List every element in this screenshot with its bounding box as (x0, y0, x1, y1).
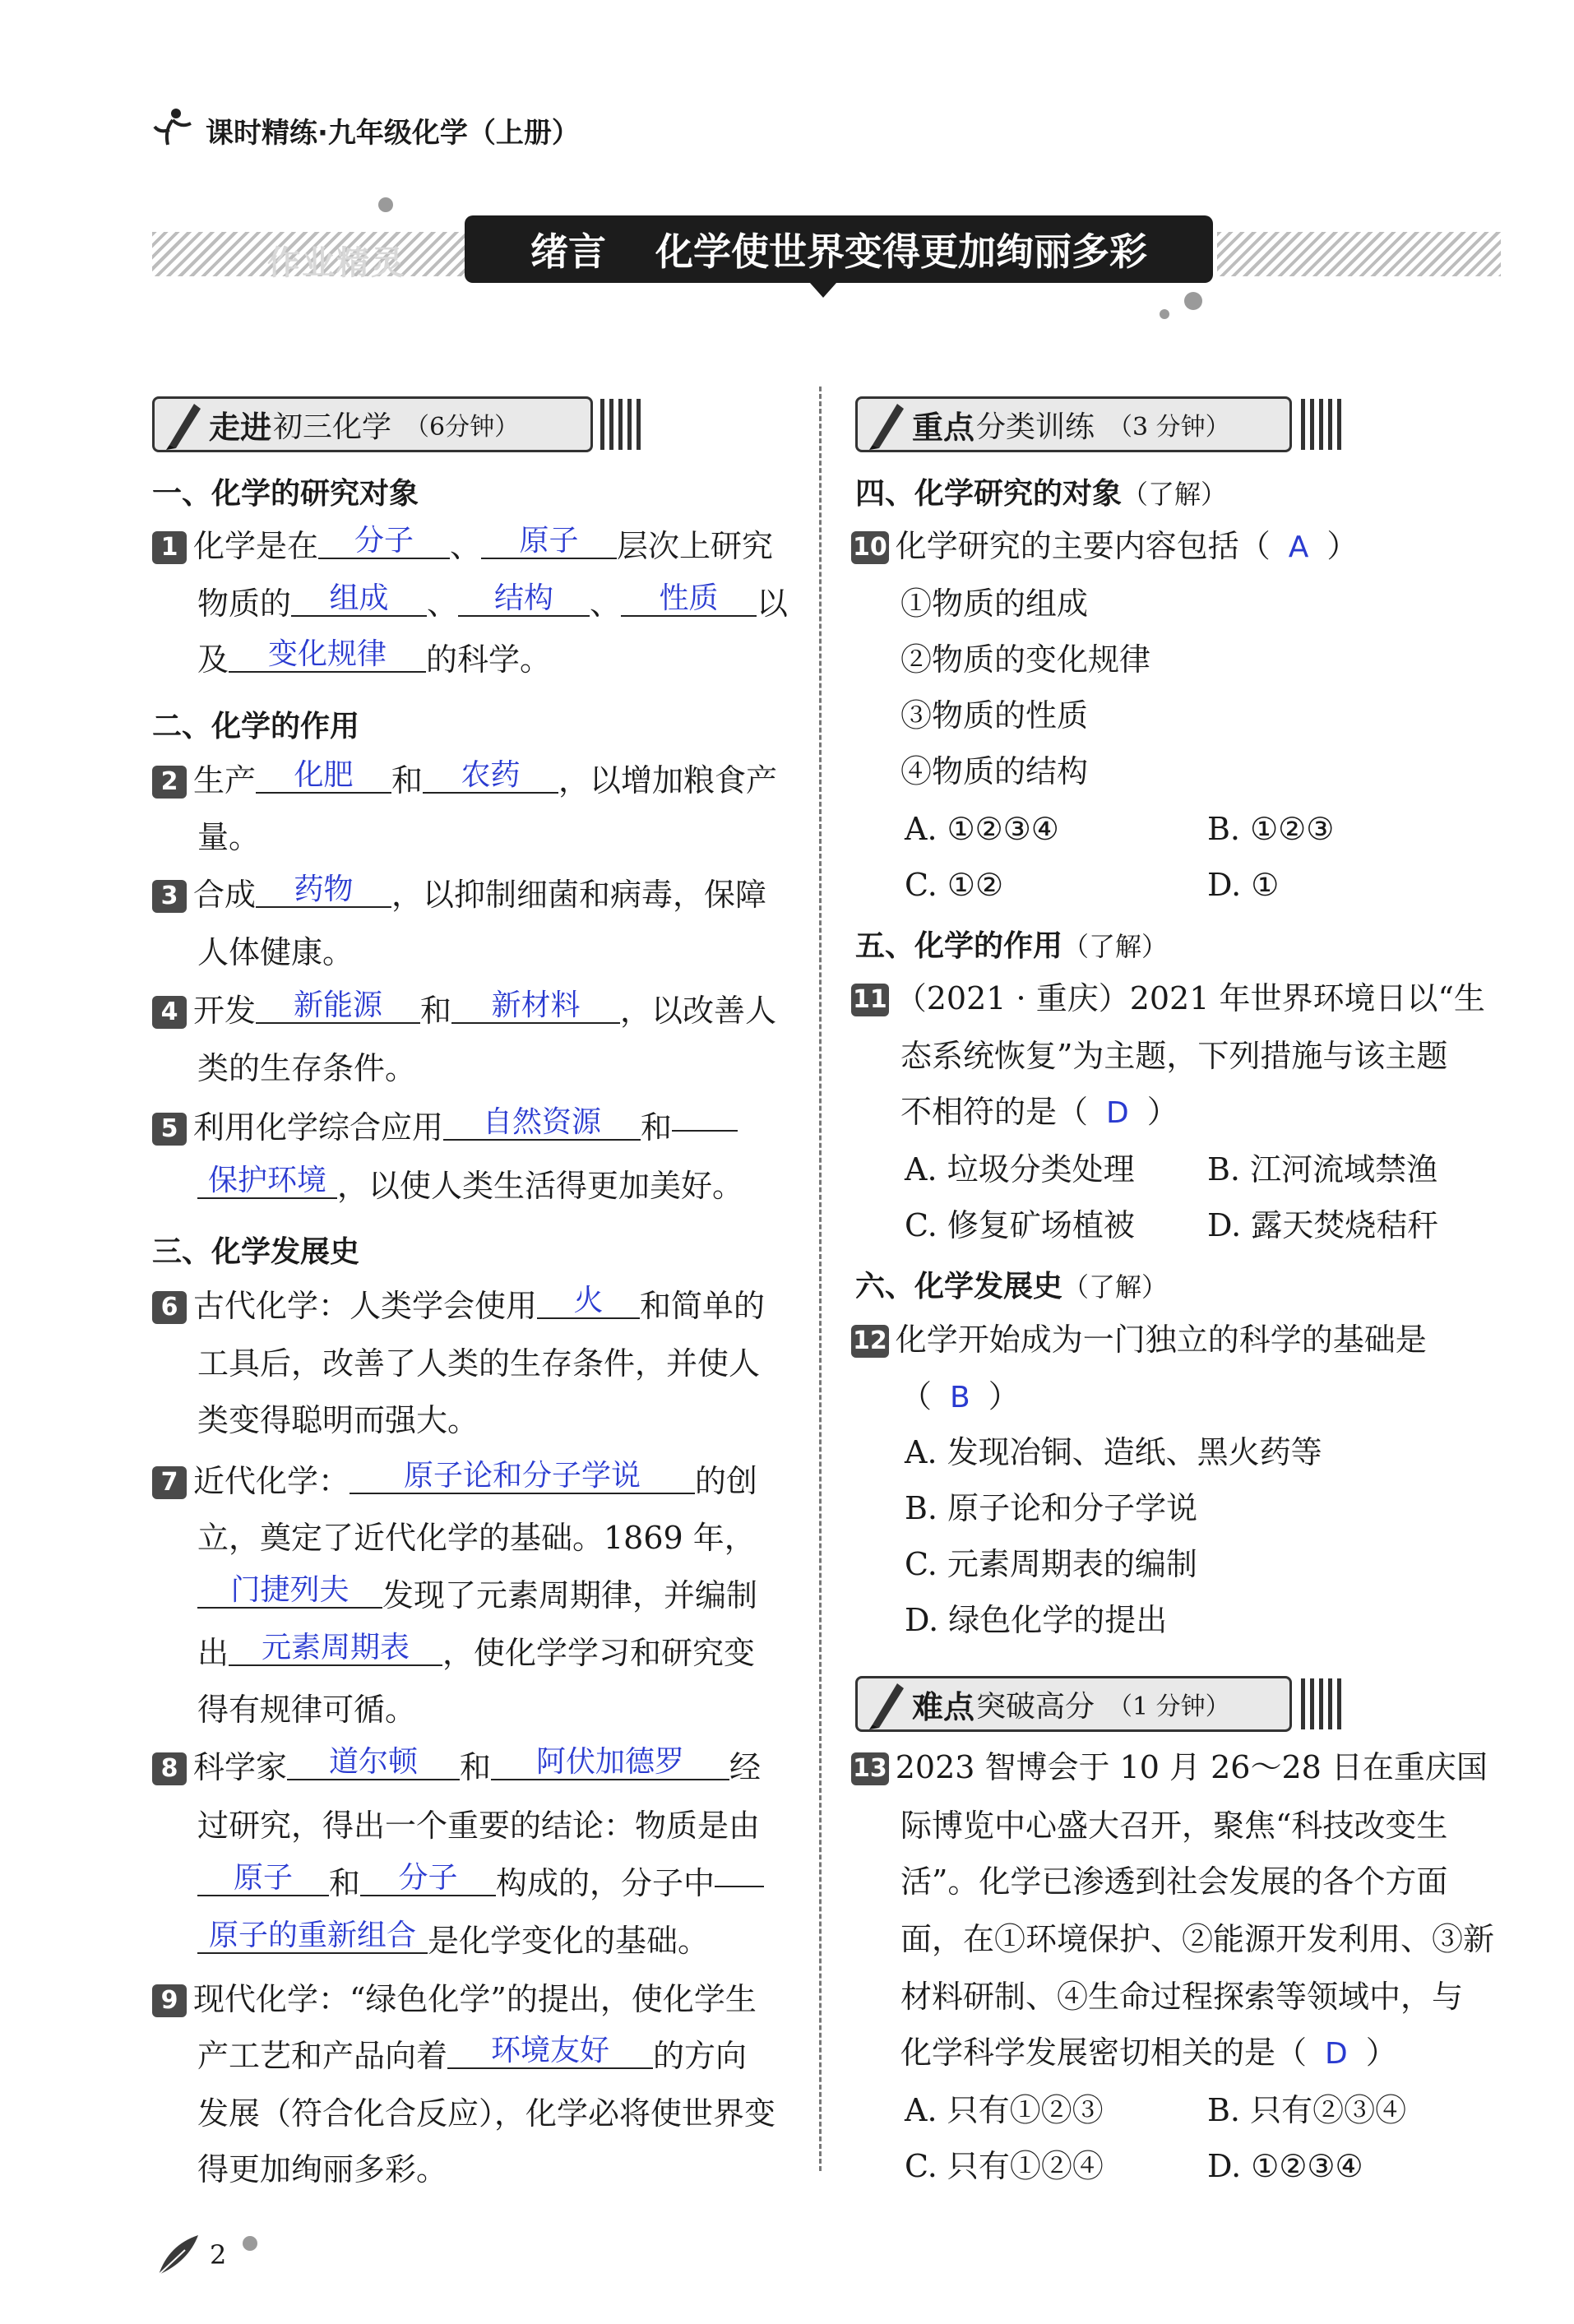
q12-option-a[interactable]: A. 发现冶铜、造纸、黑火药等 (905, 1434, 1322, 1470)
section-time: （3 分钟） (1108, 413, 1230, 442)
q7-line4 (197, 1633, 755, 1673)
column-divider (819, 387, 822, 2171)
q8-line3 (197, 1863, 764, 1903)
q8-blank-5[interactable]: 原子的重新组合 (197, 1919, 428, 1954)
q4-text-c: 和 (420, 993, 452, 1029)
q9-line1 (152, 1979, 757, 2019)
section-bars (1301, 1678, 1344, 1729)
q13-answer[interactable]: D (1325, 2037, 1348, 2071)
q8-number: 8 (152, 1752, 187, 1785)
q11-line3 (900, 1092, 1178, 1133)
chapter-title-part2: 化学使世界变得更加绚丽多彩 (655, 229, 1147, 274)
q6-number: 6 (152, 1291, 187, 1324)
banner-hatch-right (1217, 232, 1501, 276)
series-title: 课时精练·九年级化学（上册） (206, 116, 580, 150)
leaf-icon (152, 2229, 205, 2281)
section-rest: 突破高分 (976, 1689, 1095, 1724)
q12-option-b[interactable]: B. 原子论和分子学说 (905, 1490, 1198, 1526)
q8-blank-4[interactable]: 分子 (360, 1862, 496, 1896)
q13-line2: 际博览中心盛大召开，聚焦“科技改变生 (900, 1808, 1448, 1844)
q1-line1 (152, 526, 773, 566)
q5-text-c: 和 (641, 1109, 673, 1146)
q12-open: （ (900, 1378, 933, 1414)
heading-role-2 (855, 923, 1168, 965)
q10-close: ） (1326, 528, 1359, 564)
q10-option-d[interactable]: D. ① (1207, 867, 1280, 903)
q13-option-c[interactable]: C. 只有①②④ (905, 2148, 1104, 2184)
q1-sep: 、 (427, 586, 459, 622)
q7-blank-2[interactable]: 门捷列夫 (197, 1574, 382, 1609)
q2-number: 2 (152, 766, 187, 799)
chapter-title (465, 215, 1213, 283)
q13-text-6: 化学科学发展密切相关的是（ (900, 2035, 1308, 2071)
q11-number: 11 (851, 984, 889, 1016)
q10-item-3: ③物质的性质 (900, 697, 1089, 734)
q1-blank-5[interactable]: 性质 (621, 582, 757, 617)
q6-text-a: 古代化学：人类学会使用 (193, 1288, 538, 1324)
q11-answer[interactable]: D (1106, 1096, 1129, 1130)
q8-text-d: 经 (729, 1749, 762, 1785)
q8-blank-1[interactable]: 道尔顿 (287, 1746, 460, 1780)
decor-dot (243, 2236, 257, 2251)
q1-blank-4[interactable]: 结构 (458, 582, 590, 617)
q4-blank-2[interactable]: 新材料 (451, 989, 620, 1024)
decor-dot (378, 197, 393, 212)
q7-text-g: ，使化学学习和研究变 (442, 1635, 756, 1671)
page-number: 2 (210, 2239, 227, 2271)
heading-note: （了解） (1062, 931, 1169, 962)
q11-line2: 态系统恢复”为主题，下列措施与该主题 (900, 1038, 1448, 1074)
heading-note: （了解） (1122, 479, 1228, 510)
q2-text-c: 和 (391, 762, 424, 799)
q13-close: ） (1365, 2035, 1397, 2071)
q10-item-1: ①物质的组成 (900, 586, 1089, 622)
q8-line4 (197, 1921, 709, 1961)
q5-text-d: ，以使人类生活得更加美好。 (337, 1168, 744, 1204)
q6-blank-1[interactable]: 火 (537, 1285, 640, 1319)
page-header (148, 105, 580, 155)
q8-text-a: 科学家 (193, 1749, 288, 1785)
q10-line1 (851, 526, 1358, 567)
section-rest: 初三化学 (273, 410, 392, 444)
q9-line2 (197, 2036, 747, 2076)
q12-answer[interactable]: B (950, 1381, 970, 1414)
q11-option-c[interactable]: C. 修复矿场植被 (905, 1207, 1135, 1243)
section-header-difficult (855, 1676, 1292, 1732)
q12-line1 (851, 1320, 1427, 1359)
heading-label: 六、化学发展史 (855, 1270, 1063, 1303)
q1-line3 (197, 637, 552, 679)
pen-icon (858, 399, 912, 450)
heading-history: 三、化学发展史 (152, 1235, 360, 1269)
q10-item-4: ④物质的结构 (900, 753, 1089, 789)
q1-number: 1 (152, 531, 187, 564)
q11-text-1: （2021 · 重庆）2021 年世界环境日以“生 (895, 980, 1485, 1016)
q2-text-d: ，以增加粮食产 (558, 762, 778, 799)
q11-option-d[interactable]: D. 露天焚烧秸秆 (1207, 1207, 1439, 1243)
heading-note: （了解） (1062, 1271, 1169, 1303)
q7-line3 (197, 1573, 758, 1615)
q6-text-c: 和简单的 (640, 1288, 766, 1324)
section-header-key-points (855, 396, 1292, 452)
section-bars (1301, 399, 1344, 450)
section-bold: 走进 (209, 409, 272, 446)
figure-logo-icon (148, 105, 197, 155)
q10-item-2: ②物质的变化规律 (900, 641, 1151, 678)
q3-text-a: 合成 (193, 877, 257, 913)
q9-line3: 发展（符合化合反应），化学必将使世界变 (197, 2095, 776, 2132)
pen-icon (155, 399, 209, 450)
q3-line2: 人体健康。 (197, 934, 354, 970)
heading-label: 四、化学研究的对象 (855, 477, 1123, 511)
q8-text-h: 是化学变化的基础。 (428, 1923, 710, 1959)
q7-line2: 立，奠定了近代化学的基础。1869 年， (197, 1520, 756, 1556)
q1-text-d: 物质的 (197, 586, 292, 622)
q1-blank-3[interactable]: 组成 (291, 582, 427, 617)
q8-blank-5-start (715, 1886, 764, 1887)
q5-text-a: 利用化学综合应用 (193, 1109, 444, 1146)
q13-option-a[interactable]: A. 只有①②③ (905, 2092, 1104, 2128)
q11-option-b[interactable]: B. 江河流域禁渔 (1207, 1151, 1438, 1187)
q11-line1 (851, 979, 1485, 1018)
section-header-intro (152, 396, 593, 452)
q7-blank-3[interactable]: 元素周期表 (229, 1632, 442, 1666)
q5-blank-1[interactable]: 自然资源 (443, 1106, 641, 1141)
q5-blank-2[interactable]: 保护环境 (197, 1164, 337, 1199)
q7-number: 7 (152, 1466, 187, 1499)
q5-number: 5 (152, 1113, 187, 1146)
q3-number: 3 (152, 880, 187, 913)
q11-text-3: 不相符的是（ (900, 1094, 1089, 1130)
q2-text-a: 生产 (193, 762, 257, 799)
q10-number: 10 (851, 531, 889, 564)
page-footer (152, 2229, 241, 2281)
q13-option-d[interactable]: D. ①②③④ (1207, 2148, 1363, 2184)
decor-dot (1184, 292, 1202, 310)
heading-research-object: 一、化学的研究对象 (152, 477, 419, 511)
q4-number: 4 (152, 996, 187, 1029)
q4-line2: 类的生存条件。 (197, 1050, 417, 1086)
q12-option-c[interactable]: C. 元素周期表的编制 (905, 1546, 1197, 1582)
q2-blank-1[interactable]: 化肥 (256, 759, 391, 794)
q13-option-b[interactable]: B. 只有②③④ (1207, 2092, 1407, 2128)
q2-blank-2[interactable]: 农药 (423, 759, 558, 794)
q1-sep: 、 (450, 528, 482, 564)
q8-text-f: 和 (329, 1865, 361, 1901)
q1-text-c: 层次上研究 (617, 528, 774, 564)
q5-blank-2-start (672, 1130, 738, 1132)
section-time: （6分钟） (405, 413, 520, 442)
q3-blank-1[interactable]: 药物 (256, 873, 391, 908)
q1-line2 (197, 581, 789, 623)
q8-blank-2[interactable]: 阿伏加德罗 (491, 1746, 729, 1780)
q6-line3: 类变得聪明而强大。 (197, 1402, 479, 1438)
q7-text-c: 的创 (695, 1463, 758, 1499)
q8-blank-3[interactable]: 原子 (197, 1862, 329, 1896)
q13-line1 (851, 1748, 1488, 1787)
q2-line2: 量。 (197, 819, 261, 855)
q1-blank-6[interactable]: 变化规律 (229, 638, 426, 673)
q4-line1 (152, 988, 777, 1030)
q12-close: ） (988, 1378, 1020, 1414)
q11-option-a[interactable]: A. 垃圾分类处理 (905, 1151, 1135, 1187)
q3-text-c: ，以抑制细菌和病毒，保障 (391, 877, 767, 913)
q9-text-b: 产工艺和产品向着 (197, 2038, 448, 2074)
q7-text-a: 近代化学： (193, 1463, 350, 1499)
q13-text-1: 2023 智博会于 10 月 26～28 日在重庆国 (895, 1749, 1488, 1785)
q6-line1 (152, 1286, 765, 1326)
q8-line2: 过研究，得出一个重要的结论：物质是由 (197, 1808, 761, 1844)
pen-icon (858, 1678, 912, 1729)
q6-line2: 工具后，改善了人类的生存条件，并使人 (197, 1345, 761, 1382)
section-rest: 分类训练 (976, 410, 1095, 444)
q1-blank-1[interactable]: 分子 (318, 525, 450, 559)
q5-line1 (152, 1105, 738, 1147)
q7-text-e: 发现了元素周期律，并编制 (382, 1577, 758, 1613)
q1-text-a: 化学是在 (193, 528, 319, 564)
q8-text-g: 构成的，分子中 (496, 1865, 715, 1901)
q11-close: ） (1146, 1094, 1178, 1130)
q7-line5: 得有规律可循。 (197, 1692, 417, 1728)
q7-blank-1[interactable]: 原子论和分子学说 (350, 1460, 695, 1494)
q8-text-c: 和 (460, 1749, 492, 1785)
heading-role: 二、化学的作用 (152, 710, 360, 743)
q13-line3: 活”。化学已渗透到社会发展的各个方面 (900, 1863, 1448, 1900)
q2-line1 (152, 758, 778, 800)
q7-text-f: 出 (197, 1635, 229, 1671)
watermark-text: 作业精灵 (267, 244, 405, 282)
banner-pointer (810, 283, 836, 298)
q9-line4: 得更加绚丽多彩。 (197, 2151, 448, 2187)
q4-text-d: ，以改善人 (620, 993, 777, 1029)
q12-text-1: 化学开始成为一门独立的科学的基础是 (895, 1322, 1427, 1358)
chapter-banner (152, 215, 1501, 294)
heading-research-object-2 (855, 470, 1227, 512)
q4-blank-1[interactable]: 新能源 (256, 989, 420, 1024)
q13-line5: 材料研制、④生命过程探索等领域中，与 (900, 1979, 1464, 2015)
q1-blank-2[interactable]: 原子 (481, 525, 617, 559)
q13-line4: 面，在①环境保护、②能源开发利用、③新 (900, 1921, 1495, 1957)
decor-dot (1160, 309, 1169, 319)
q10-answer[interactable]: A (1288, 530, 1309, 564)
section-bars (600, 399, 643, 450)
q12-number: 12 (851, 1325, 889, 1358)
q3-line1 (152, 875, 766, 914)
q1-sep: 、 (590, 586, 622, 622)
heading-label: 五、化学的作用 (855, 929, 1063, 963)
q9-blank-1[interactable]: 环境友好 (447, 2035, 653, 2069)
q1-text-g: 的科学。 (426, 641, 552, 678)
q4-text-a: 开发 (193, 993, 257, 1029)
section-bold: 难点 (912, 1688, 975, 1725)
section-time: （1 分钟） (1108, 1692, 1230, 1721)
q9-text-c: 的方向 (653, 2038, 748, 2074)
q10-option-c[interactable]: C. ①② (905, 867, 1004, 903)
q7-line1 (152, 1461, 757, 1501)
q1-text-e: 以 (757, 586, 789, 622)
q8-line1 (152, 1745, 762, 1787)
q12-option-d[interactable]: D. 绿色化学的提出 (905, 1602, 1168, 1638)
section-bold: 重点 (912, 409, 975, 446)
chapter-title-part1: 绪言 (530, 229, 606, 274)
q10-option-b[interactable]: B. ①②③ (1207, 811, 1335, 847)
heading-history-2 (855, 1263, 1168, 1305)
q12-line2 (900, 1377, 1020, 1418)
q10-stem: 化学研究的主要内容包括（ (895, 528, 1271, 564)
q13-number: 13 (851, 1752, 889, 1785)
q1-text-f: 及 (197, 641, 229, 678)
q13-line6 (900, 2033, 1397, 2074)
q5-line2 (197, 1166, 743, 1206)
q10-option-a[interactable]: A. ①②③④ (905, 811, 1059, 847)
q9-number: 9 (152, 1984, 187, 2017)
q9-text-a: 现代化学：“绿色化学”的提出，使化学生 (193, 1981, 757, 2017)
